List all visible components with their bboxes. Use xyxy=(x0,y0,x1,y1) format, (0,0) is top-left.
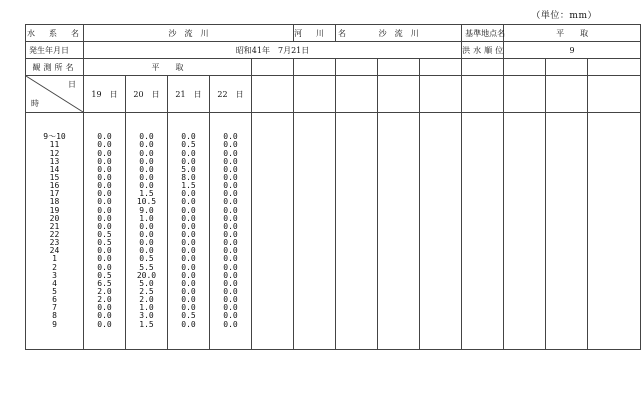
empty-cell xyxy=(420,113,462,350)
rain-value: 0.0 xyxy=(223,303,238,313)
rain-value: 1.5 xyxy=(139,319,154,329)
rain-column-21 xyxy=(168,113,210,350)
empty-cell xyxy=(294,113,336,350)
rain-value: 0.0 xyxy=(181,238,196,248)
rain-value: 0.0 xyxy=(97,303,112,313)
hour-label: 23 xyxy=(49,238,60,248)
water-system-value: 沙 流 川 xyxy=(84,25,294,42)
rain-value: 0.0 xyxy=(139,148,154,158)
empty-cell xyxy=(462,59,504,76)
rain-value: 0.0 xyxy=(181,262,196,272)
rain-value: 5.0 xyxy=(139,278,154,288)
rank-label: 洪水順位 xyxy=(462,42,504,59)
rain-value: 2.5 xyxy=(139,286,154,296)
rain-value: 3.0 xyxy=(139,311,154,321)
hour-label: 17 xyxy=(49,189,60,199)
hour-label: 16 xyxy=(49,181,60,191)
rain-value: 2.0 xyxy=(97,295,112,305)
empty-cell xyxy=(378,113,420,350)
rain-value: 0.0 xyxy=(139,156,154,166)
rain-value: 6.5 xyxy=(97,278,112,288)
rain-value: 8.0 xyxy=(181,173,196,183)
empty-cell xyxy=(336,113,378,350)
rain-value: 0.0 xyxy=(181,319,196,329)
header-row-3 xyxy=(26,59,641,76)
rain-value: 0.0 xyxy=(97,173,112,183)
rain-value: 5.0 xyxy=(181,164,196,174)
hour-label: 4 xyxy=(52,278,57,288)
hour-column xyxy=(26,113,84,350)
column-header-row xyxy=(26,76,641,113)
empty-cell xyxy=(420,76,462,113)
empty-cell xyxy=(588,113,641,350)
rain-value: 0.0 xyxy=(223,230,238,239)
empty-cell xyxy=(252,59,294,76)
hour-label: 6 xyxy=(52,295,57,305)
rain-value: 0.0 xyxy=(97,213,112,223)
rain-value: 0.0 xyxy=(223,246,238,256)
rain-value: 9.0 xyxy=(139,205,154,215)
rain-value: 0.0 xyxy=(181,205,196,215)
rain-value: 0.0 xyxy=(97,311,112,321)
rain-value: 0.0 xyxy=(97,246,112,256)
empty-cell xyxy=(252,76,294,113)
rank-value: 9 xyxy=(504,42,641,59)
hour-label: 24 xyxy=(49,246,60,256)
unit-note: （単位：mm） xyxy=(531,11,597,21)
rain-value: 0.5 xyxy=(97,238,112,248)
rain-value: 5.5 xyxy=(139,262,154,272)
rain-column-19 xyxy=(84,113,126,350)
rain-value: 0.0 xyxy=(181,213,196,223)
rain-value: 0.0 xyxy=(181,286,196,296)
day-axis-label: 日 xyxy=(68,80,76,89)
empty-cell xyxy=(546,76,588,113)
rain-value: 0.0 xyxy=(223,164,238,174)
rain-value: 0.0 xyxy=(97,319,112,329)
rain-value: 0.0 xyxy=(181,278,196,288)
rain-value: 0.0 xyxy=(97,189,112,199)
rain-value: 0.0 xyxy=(181,303,196,313)
hour-label: 5 xyxy=(52,286,57,296)
rain-value: 0.0 xyxy=(223,173,238,183)
hour-axis-label: 時 xyxy=(31,99,39,108)
rain-value: 0.0 xyxy=(181,197,196,207)
hour-label: 21 xyxy=(49,221,60,231)
empty-cell xyxy=(252,113,294,350)
empty-cell xyxy=(462,76,504,113)
data-body-row xyxy=(26,113,641,350)
station-label: 観測所名 xyxy=(26,59,84,76)
rain-value: 0.0 xyxy=(139,181,154,191)
rain-value: 1.5 xyxy=(181,181,196,191)
hour-label: 19 xyxy=(49,205,60,215)
empty-cell xyxy=(546,59,588,76)
rain-value: 0.0 xyxy=(223,278,238,288)
hour-label: 8 xyxy=(52,311,57,321)
river-label: 河 川 名 xyxy=(294,25,336,42)
rain-value: 0.0 xyxy=(223,140,238,150)
rain-value: 0.0 xyxy=(223,213,238,223)
date-value: 昭和41年 7月21日 xyxy=(84,42,462,59)
rain-value: 0.0 xyxy=(97,254,112,264)
rain-value: 0.0 xyxy=(223,148,238,158)
rain-value: 0.0 xyxy=(181,148,196,158)
rain-value: 0.0 xyxy=(139,221,154,231)
rain-value: 0.0 xyxy=(181,221,196,231)
rain-value: 0.0 xyxy=(223,221,238,231)
hour-label: 2 xyxy=(52,262,57,272)
header-row-2 xyxy=(26,42,641,59)
rain-value: 0.0 xyxy=(97,148,112,158)
hour-label: 20 xyxy=(49,213,60,223)
rain-value: 0.0 xyxy=(97,164,112,174)
rain-value: 0.0 xyxy=(223,286,238,296)
base-point-value: 平 取 xyxy=(504,25,641,42)
empty-cell xyxy=(504,59,546,76)
rain-value: 0.0 xyxy=(223,270,238,280)
rain-value: 0.0 xyxy=(223,197,238,207)
day-header-19: 19 日 xyxy=(84,76,126,113)
date-label: 発生年月日 xyxy=(26,42,84,59)
rain-value: 0.0 xyxy=(97,181,112,191)
hour-label: 13 xyxy=(49,156,60,166)
rain-value: 0.0 xyxy=(223,132,238,142)
rain-value: 0.0 xyxy=(223,205,238,215)
rain-value: 0.0 xyxy=(97,156,112,166)
rain-value: 0.5 xyxy=(181,140,196,150)
rain-value: 0.0 xyxy=(181,295,196,305)
rain-value: 0.0 xyxy=(223,311,238,321)
rain-value: 0.0 xyxy=(181,156,196,166)
rain-value: 0.0 xyxy=(139,246,154,256)
rain-value: 0.0 xyxy=(223,156,238,166)
hour-label: 12 xyxy=(49,148,60,158)
base-point-label: 基準地点名 xyxy=(462,25,504,42)
water-system-label: 水 系 名 xyxy=(26,25,84,42)
rain-value: 0.0 xyxy=(223,181,238,191)
rain-value: 2.0 xyxy=(139,295,154,305)
rain-value: 0.5 xyxy=(181,311,196,321)
rain-value: 0.0 xyxy=(97,262,112,272)
rain-value: 1.0 xyxy=(139,303,154,313)
day-header-22: 22 日 xyxy=(210,76,252,113)
empty-cell xyxy=(336,76,378,113)
rain-value: 0.0 xyxy=(97,197,112,207)
rain-value: 0.0 xyxy=(223,262,238,272)
hour-label: 18 xyxy=(49,197,60,207)
rain-value: 0.0 xyxy=(223,295,238,305)
rain-value: 0.5 xyxy=(139,254,154,264)
empty-cell xyxy=(546,113,588,350)
rain-value: 0.0 xyxy=(139,238,154,248)
rain-value: 0.0 xyxy=(139,230,154,239)
empty-cell xyxy=(588,59,641,76)
empty-cell xyxy=(504,76,546,113)
header-row-1 xyxy=(26,25,641,42)
hour-label: 15 xyxy=(49,173,60,183)
rain-value: 1.5 xyxy=(139,189,154,199)
hour-label: 7 xyxy=(52,303,57,313)
empty-cell xyxy=(336,59,378,76)
rain-value: 0.0 xyxy=(139,164,154,174)
rain-value: 0.0 xyxy=(181,189,196,199)
rain-value: 20.0 xyxy=(136,270,157,280)
day-header-21: 21 日 xyxy=(168,76,210,113)
rain-value: 0.5 xyxy=(97,270,112,280)
empty-cell xyxy=(462,113,504,350)
empty-cell xyxy=(378,76,420,113)
river-value: 沙 流 川 xyxy=(336,25,462,42)
hour-label: 22 xyxy=(49,230,60,239)
day-header-20: 20 日 xyxy=(126,76,168,113)
rain-value: 0.0 xyxy=(223,238,238,248)
rain-column-22 xyxy=(210,113,252,350)
rain-value: 0.0 xyxy=(97,221,112,231)
rain-value: 0.0 xyxy=(223,189,238,199)
rain-value: 0.0 xyxy=(181,254,196,264)
rain-value: 0.0 xyxy=(97,205,112,215)
empty-cell xyxy=(378,59,420,76)
rain-value: 0.0 xyxy=(181,246,196,256)
rain-value: 0.0 xyxy=(139,132,154,142)
empty-cell xyxy=(420,59,462,76)
station-value: 平 取 xyxy=(84,59,252,76)
rain-value: 0.0 xyxy=(223,254,238,264)
rain-value: 0.0 xyxy=(139,173,154,183)
hour-label: 9 xyxy=(52,319,57,329)
hour-label: 9～10 xyxy=(43,132,66,142)
rain-value: 0.0 xyxy=(181,132,196,142)
rain-column-20 xyxy=(126,113,168,350)
empty-cell xyxy=(294,76,336,113)
rain-value: 1.0 xyxy=(139,213,154,223)
rain-value: 0.0 xyxy=(181,270,196,280)
empty-cell xyxy=(294,59,336,76)
day-hour-corner xyxy=(26,76,84,113)
rain-value: 0.0 xyxy=(181,230,196,239)
empty-cell xyxy=(504,113,546,350)
hour-label: 1 xyxy=(52,254,57,264)
rain-value: 10.5 xyxy=(136,197,157,207)
rain-value: 0.0 xyxy=(139,140,154,150)
rain-value: 0.0 xyxy=(97,140,112,150)
rain-value: 2.0 xyxy=(97,286,112,296)
rain-value: 0.0 xyxy=(223,319,238,329)
hour-label: 11 xyxy=(49,140,60,150)
hour-label: 14 xyxy=(49,164,60,174)
hour-label: 3 xyxy=(52,270,57,280)
empty-cell xyxy=(588,76,641,113)
rainfall-sheet xyxy=(25,24,641,350)
rain-value: 0.5 xyxy=(97,230,112,239)
rain-value: 0.0 xyxy=(97,132,112,142)
